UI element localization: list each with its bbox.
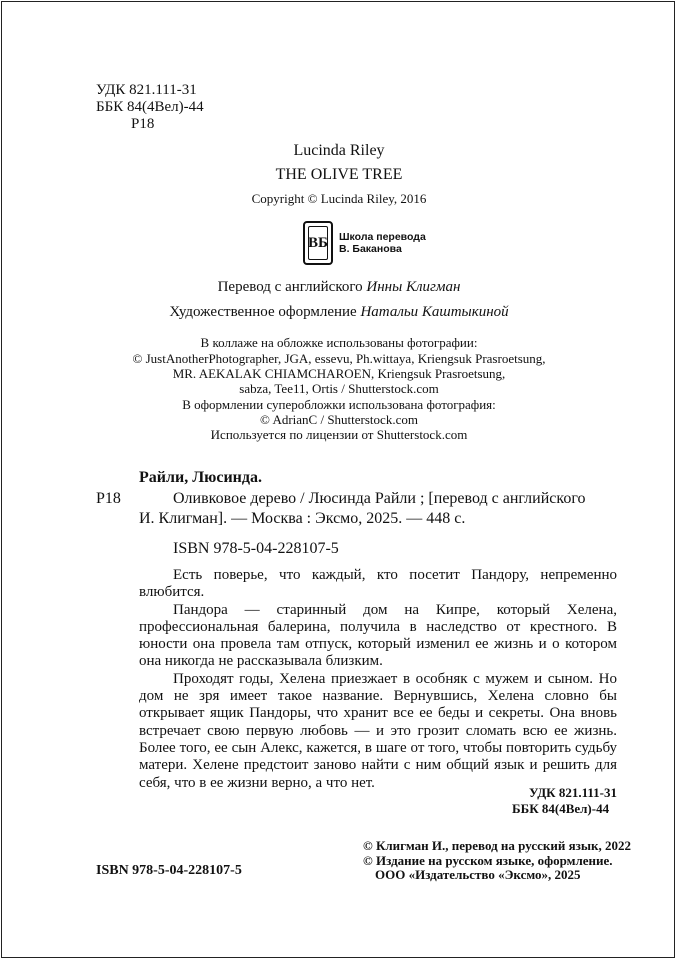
- photo-credit-line: MR. AEKALAK CHIAMCHAROEN, Kriengsuk Prasroetsung,: [172, 366, 506, 381]
- annotation-paragraph: Проходят годы, Хелена приезжает в особняк с мужем и сыном. Но дом не зря имеет такое название. Вернувшись, Хелена словно бы открывает ящик Пандоры, что хранит все ее беды и секреты. Она вновь встречает свою первую любовь — и это грозит сломать всю ее жизнь. Более того, ее сын Алекс, кажется, в шаге от того, чтобы повторить судьбу матери. Хелене предстоит заново найти с ним общий язык и решить для себя, что в ее жизни верно, а что нет.: [139, 670, 617, 791]
- copyright-publisher: ООО «Издательство «Эксмо», 2025: [375, 867, 581, 882]
- design-credit: [0, 304, 678, 321]
- record-description-line1: Оливковое дерево / Люсинда Райли ; [перевод с английского: [173, 490, 586, 507]
- record-description-line2: И. Клигман]. — Москва : Эксмо, 2025. — 448 с.: [139, 510, 466, 527]
- annotation: [139, 567, 617, 792]
- translator-name: Инны Клигман: [366, 279, 461, 295]
- footer-isbn: ISBN 978-5-04-228107-5: [96, 863, 242, 878]
- translation-credit-label: Перевод с английского: [217, 279, 367, 295]
- original-copyright: Copyright © Lucinda Riley, 2016: [251, 191, 427, 206]
- bbk-code: ББК 84(4Вел)-44: [96, 99, 204, 115]
- footer-bbk: ББК 84(4Вел)-44: [512, 801, 610, 816]
- original-author: Lucinda Riley: [293, 142, 385, 159]
- annotation-paragraph: Пандора — старинный дом на Кипре, который Хелена, профессиональная балерина, получила в наследство от крестного. В юности она провела там отпуск, который изменил ее жизнь и о котором она никогда не рассказывала близким.: [139, 601, 617, 670]
- logo-text-line2: В. Баканова: [339, 243, 402, 255]
- translation-school-logo: [303, 221, 426, 265]
- designer-name: Натальи Каштыкиной: [360, 304, 509, 320]
- design-credit-label: Художественное оформление: [169, 304, 361, 320]
- photo-credit-line: В коллаже на обложке использованы фотографии:: [200, 335, 478, 350]
- udk-code: УДК 821.111-31: [96, 82, 197, 98]
- record-author-heading: Райли, Люсинда.: [139, 469, 262, 486]
- photo-credit-line: © AdrianC / Shutterstock.com: [260, 412, 418, 427]
- copyright-translation: © Клигман И., перевод на русский язык, 2022: [363, 838, 631, 853]
- author-mark: Р18: [131, 116, 155, 132]
- record-author-mark: Р18: [96, 490, 121, 507]
- photo-credit-line: © JustAnotherPhotographer, JGA, essevu, Ph.wittaya, Kriengsuk Prasroetsung,: [132, 351, 546, 366]
- photo-credit-line: sabza, Tee11, Ortis / Shutterstock.com: [239, 381, 439, 396]
- record-isbn: ISBN 978-5-04-228107-5: [173, 540, 339, 557]
- copyright-edition: © Издание на русском языке, оформление.: [363, 853, 613, 868]
- original-title: THE OLIVE TREE: [275, 166, 403, 183]
- translation-credit: [0, 279, 678, 296]
- photo-credit-line: Используется по лицензии от Shutterstock.com: [210, 427, 468, 442]
- annotation-paragraph: Есть поверье, что каждый, кто посетит Пандору, непременно влюбится.: [139, 567, 617, 601]
- footer-udk: УДК 821.111-31: [529, 785, 617, 800]
- logo-monogram: ВБ: [308, 234, 328, 251]
- translation-school-logo-icon: [303, 221, 333, 265]
- photo-credit-line: В оформлении суперобложки использована фотография:: [182, 397, 496, 412]
- logo-text-line1: Школа перевода: [339, 231, 426, 243]
